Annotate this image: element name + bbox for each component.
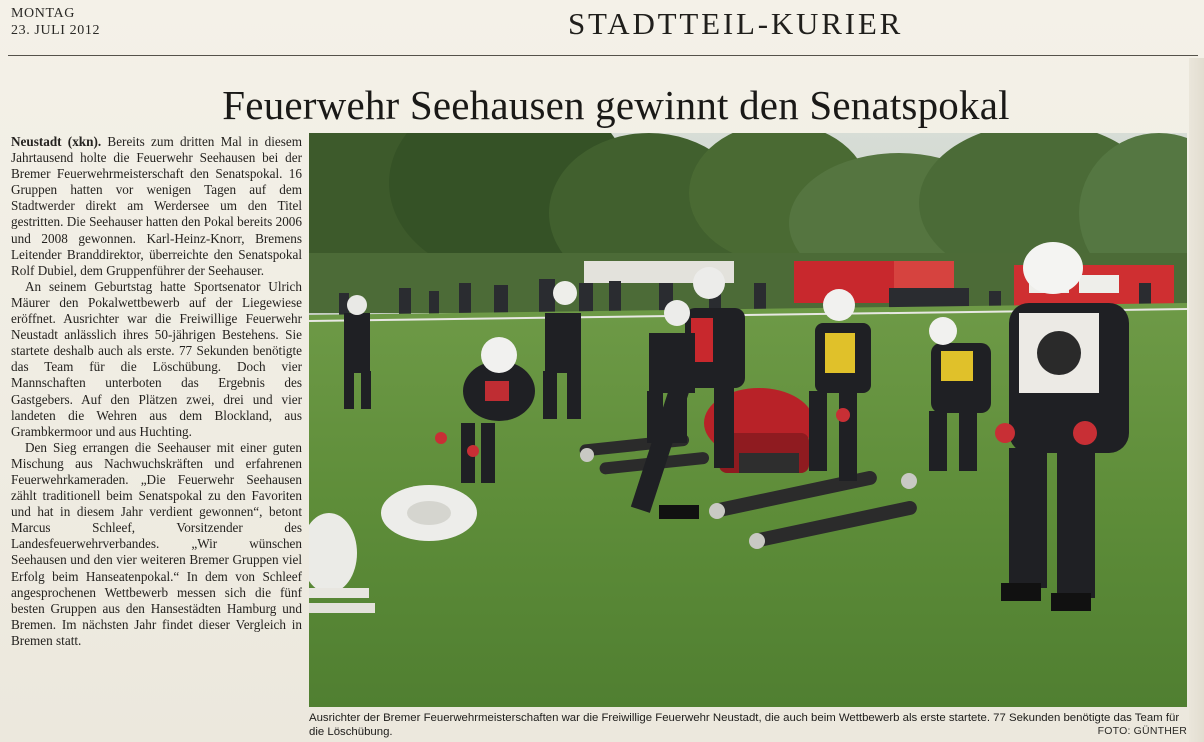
paragraph-1	[11, 134, 302, 279]
article-headline: Feuerwehr Seehausen gewinnt den Senatspokal	[222, 82, 1010, 128]
photo-caption: Ausrichter der Bremer Feuerwehrmeisterschaften war die Freiwillige Feuerwehr Neustadt, die auch beim Wettbewerb als erste startete. 77 Sekunden benötigte das Team für die Löschübung.	[309, 712, 1180, 738]
section-masthead: STADTTEIL-KURIER	[568, 6, 904, 41]
header-rule	[8, 55, 1198, 56]
paragraph-1-text: Bereits zum dritten Mal in diesem Jahrtausend holte die Feuerwehr Seehausen bei der Bremer Feuerwehrmeisterschaft den Senatspokal. 16 Gruppen hatten vor wenigen Tagen auf dem Stadtwerder direkt am Werdersee um den Titel gestritten. Die Seehauser hatten den Pokal bereits 2006 und 2008 gewonnen. Karl-Heinz-Knorr, Bremens Leitender Branddirektor, überreichte den Senatspokal Rolf Dubiel, dem Gruppenführer der Seehauser.	[11, 134, 302, 278]
article-body	[11, 134, 302, 649]
issue-date: 23. JULI 2012	[11, 23, 101, 38]
weekday: MONTAG	[11, 6, 75, 21]
dateline	[11, 5, 151, 39]
byline: Neustadt (xkn).	[11, 134, 102, 149]
article-photo	[309, 133, 1187, 707]
paragraph-2: An seinem Geburtstag hatte Sportsenator Ulrich Mäurer den Pokalwettbewerb auf der Liegewiese eröffnet. Ausrichter war die Freiwillige Feuerwehr Neustadt anlässlich ihres 50-jährigen Bestehens. Sie startete deshalb auch als erste. 77 Sekunden benötigte das Team für die Löschübung. Doch vier Mannschaften unterboten das Ergebnis des Gastgebers. Auf den Plätzen zwei, drei und vier landeten die Wehren aus dem Blockland, aus Grambkermoor und aus Huchting.	[11, 278, 302, 439]
fire-brigade-competition-illustration	[309, 133, 1187, 707]
page-edge	[1189, 58, 1204, 742]
paragraph-3: Den Sieg errangen die Seehauser mit einer guten Mischung aus Nachwuchskräften und erfahrenen Feuerwehrkameraden. „Die Feuerwehr Seehausen zählt traditionell beim Senatspokal zu den Favoriten und hat in diesem Jahr verdient gewonnen“, betont Marcus Schleef, Vorsitzender des Landesfeuerwehrverbandes. „Wir wünschen Seehausen und den vier weiteren Bremer Gruppen viel Erfolg beim Hanseatenpokal.“ In dem von Schleef angesprochenen Wettbewerb messen sich die fünf besten Gruppen aus den Hansestädten Hamburg und Bremen. Im nächsten Jahr findet dieser Vergleich in Bremen statt.	[11, 439, 302, 648]
photo-credit: FOTO: GÜNTHER	[1097, 725, 1187, 737]
